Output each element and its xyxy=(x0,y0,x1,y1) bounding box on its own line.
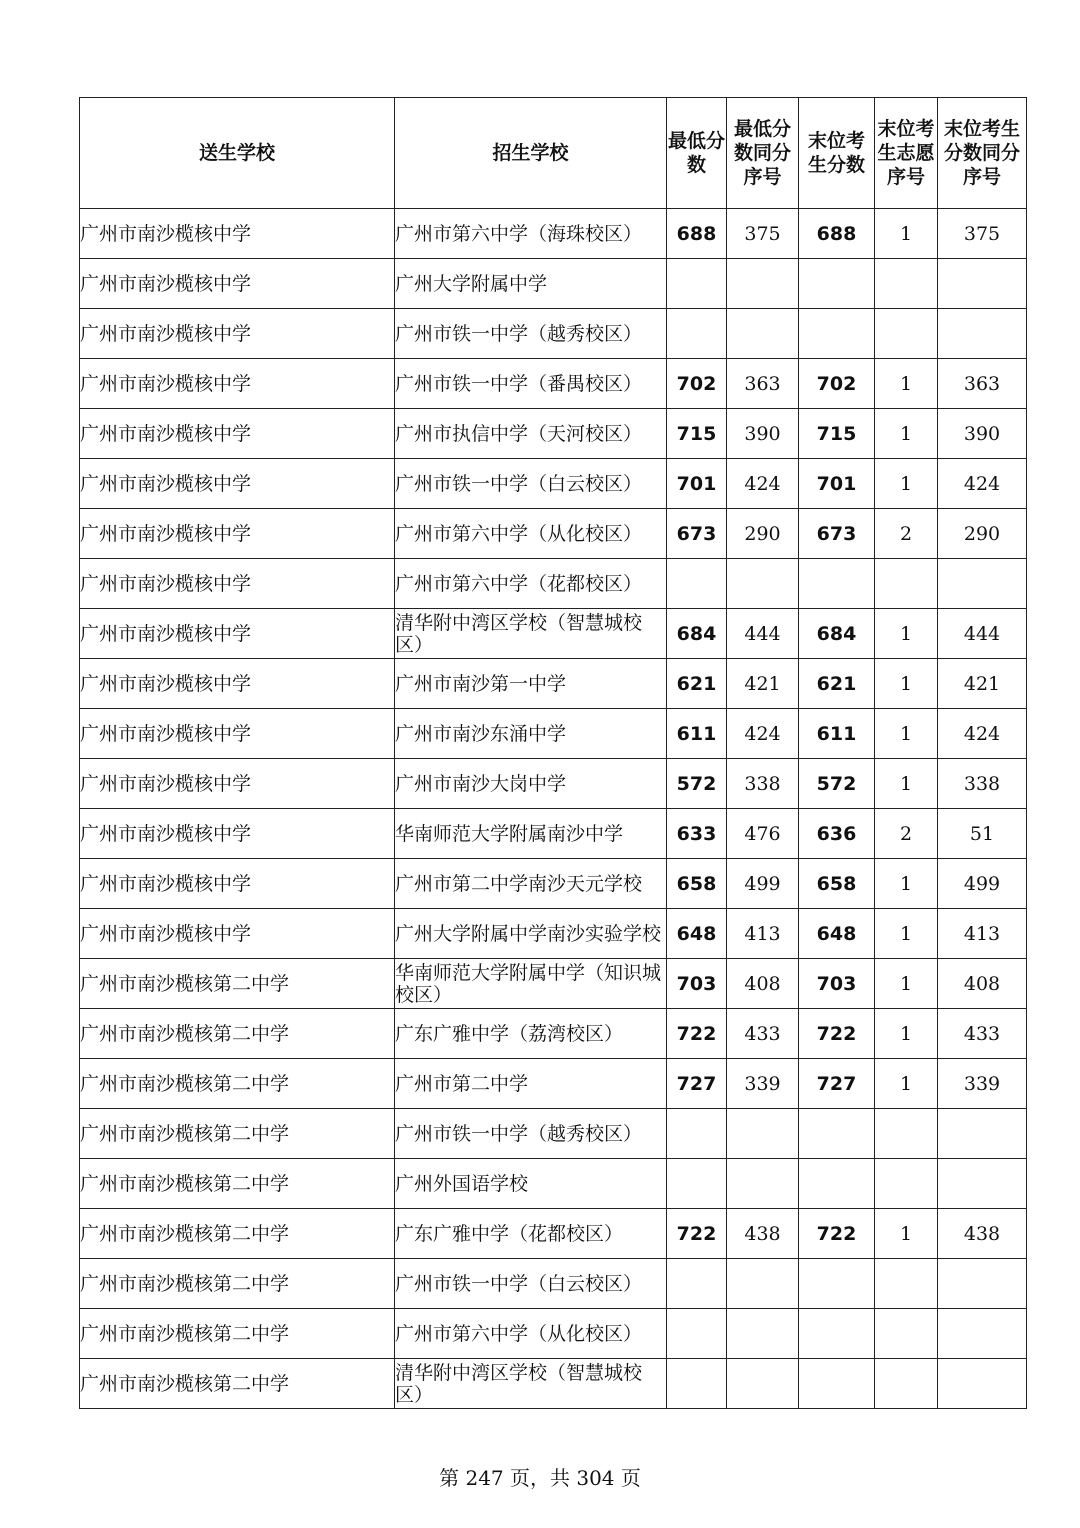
page-footer: 第 247 页，共 304 页 xyxy=(439,1466,641,1490)
min-score-cell xyxy=(667,1309,727,1359)
admitting-school-cell: 广州大学附属中学南沙实验学校 xyxy=(395,909,667,959)
last-choice-cell: 1 xyxy=(875,659,938,709)
table-row xyxy=(80,759,1027,809)
table-row xyxy=(80,709,1027,759)
last-score-rank-cell xyxy=(938,259,1027,309)
admitting-school-cell: 广东广雅中学（荔湾校区） xyxy=(395,1009,667,1059)
admitting-school-cell: 广州外国语学校 xyxy=(395,1159,667,1209)
last-score-cell: 636 xyxy=(799,809,875,859)
sending-school-cell: 广州市南沙榄核第二中学 xyxy=(80,959,395,1009)
sending-school-cell: 广州市南沙榄核第二中学 xyxy=(80,1109,395,1159)
min-score-cell: 621 xyxy=(667,659,727,709)
last-score-rank-cell: 51 xyxy=(938,809,1027,859)
min-score-rank-cell: 499 xyxy=(727,859,799,909)
min-score-cell: 722 xyxy=(667,1009,727,1059)
last-choice-cell xyxy=(875,1309,938,1359)
min-score-cell xyxy=(667,309,727,359)
table-row xyxy=(80,1059,1027,1109)
admitting-school-cell: 广州市第六中学（海珠校区） xyxy=(395,209,667,259)
min-score-rank-cell: 390 xyxy=(727,409,799,459)
admitting-school-cell: 广州市铁一中学（白云校区） xyxy=(395,459,667,509)
sending-school-cell: 广州市南沙榄核中学 xyxy=(80,259,395,309)
sending-school-cell: 广州市南沙榄核第二中学 xyxy=(80,1009,395,1059)
last-score-cell xyxy=(799,1359,875,1409)
last-choice-cell: 1 xyxy=(875,959,938,1009)
last-score-cell: 648 xyxy=(799,909,875,959)
last-score-rank-cell xyxy=(938,1109,1027,1159)
last-score-cell: 727 xyxy=(799,1059,875,1109)
last-score-cell: 722 xyxy=(799,1009,875,1059)
last-score-rank-cell: 413 xyxy=(938,909,1027,959)
min-score-cell: 701 xyxy=(667,459,727,509)
admitting-school-cell: 广州市铁一中学（番禺校区） xyxy=(395,359,667,409)
min-score-cell: 658 xyxy=(667,859,727,909)
last-score-rank-cell xyxy=(938,1259,1027,1309)
table-row xyxy=(80,1109,1027,1159)
last-choice-cell: 1 xyxy=(875,859,938,909)
sending-school-cell: 广州市南沙榄核中学 xyxy=(80,309,395,359)
min-score-cell xyxy=(667,1109,727,1159)
last-score-rank-cell: 424 xyxy=(938,459,1027,509)
admitting-school-cell: 广州市铁一中学（白云校区） xyxy=(395,1259,667,1309)
last-choice-cell xyxy=(875,1109,938,1159)
last-score-rank-cell: 438 xyxy=(938,1209,1027,1259)
last-choice-cell: 1 xyxy=(875,409,938,459)
last-score-cell xyxy=(799,309,875,359)
min-score-rank-cell xyxy=(727,1359,799,1409)
min-score-rank-cell xyxy=(727,1159,799,1209)
sending-school-cell: 广州市南沙榄核第二中学 xyxy=(80,1359,395,1409)
last-choice-cell: 2 xyxy=(875,809,938,859)
admitting-school-cell: 广州市铁一中学（越秀校区） xyxy=(395,309,667,359)
admitting-school-cell: 广州市第二中学 xyxy=(395,1059,667,1109)
last-score-cell: 611 xyxy=(799,709,875,759)
sending-school-cell: 广州市南沙榄核中学 xyxy=(80,509,395,559)
min-score-cell: 722 xyxy=(667,1209,727,1259)
last-score-rank-cell: 424 xyxy=(938,709,1027,759)
min-score-rank-cell xyxy=(727,1109,799,1159)
last-choice-cell: 1 xyxy=(875,209,938,259)
table-row xyxy=(80,609,1027,659)
min-score-rank-cell: 424 xyxy=(727,459,799,509)
admitting-school-cell: 广州市南沙东涌中学 xyxy=(395,709,667,759)
last-score-cell xyxy=(799,559,875,609)
last-score-rank-cell: 339 xyxy=(938,1059,1027,1109)
sending-school-cell: 广州市南沙榄核第二中学 xyxy=(80,1209,395,1259)
sending-school-cell: 广州市南沙榄核中学 xyxy=(80,359,395,409)
admitting-school-cell: 华南师范大学附属南沙中学 xyxy=(395,809,667,859)
sending-school-cell: 广州市南沙榄核中学 xyxy=(80,409,395,459)
min-score-cell: 633 xyxy=(667,809,727,859)
admitting-school-cell: 广东广雅中学（花都校区） xyxy=(395,1209,667,1259)
table-row xyxy=(80,959,1027,1009)
table-row xyxy=(80,909,1027,959)
last-score-cell: 688 xyxy=(799,209,875,259)
last-score-rank-cell: 421 xyxy=(938,659,1027,709)
min-score-cell: 727 xyxy=(667,1059,727,1109)
table-row xyxy=(80,259,1027,309)
last-score-cell: 658 xyxy=(799,859,875,909)
sending-school-cell: 广州市南沙榄核中学 xyxy=(80,659,395,709)
min-score-cell xyxy=(667,1359,727,1409)
min-score-rank-cell: 339 xyxy=(727,1059,799,1109)
header-admitting-school: 招生学校 xyxy=(395,98,667,209)
last-score-rank-cell: 338 xyxy=(938,759,1027,809)
min-score-rank-cell: 375 xyxy=(727,209,799,259)
table-row xyxy=(80,1359,1027,1409)
last-choice-cell xyxy=(875,309,938,359)
sending-school-cell: 广州市南沙榄核中学 xyxy=(80,209,395,259)
last-score-rank-cell: 375 xyxy=(938,209,1027,259)
last-score-cell xyxy=(799,259,875,309)
last-score-rank-cell xyxy=(938,309,1027,359)
last-score-rank-cell: 408 xyxy=(938,959,1027,1009)
min-score-rank-cell xyxy=(727,559,799,609)
min-score-rank-cell: 438 xyxy=(727,1209,799,1259)
header-min-score: 最低分数 xyxy=(667,98,727,209)
min-score-rank-cell: 413 xyxy=(727,909,799,959)
min-score-cell xyxy=(667,1259,727,1309)
min-score-rank-cell: 363 xyxy=(727,359,799,409)
sending-school-cell: 广州市南沙榄核中学 xyxy=(80,809,395,859)
min-score-cell: 715 xyxy=(667,409,727,459)
table-body xyxy=(80,209,1027,1409)
header-last-score-rank: 末位考生分数同分序号 xyxy=(938,98,1027,209)
min-score-rank-cell: 444 xyxy=(727,609,799,659)
admitting-school-cell: 广州市第六中学（从化校区） xyxy=(395,1309,667,1359)
admitting-school-cell: 广州市南沙大岗中学 xyxy=(395,759,667,809)
min-score-cell: 673 xyxy=(667,509,727,559)
last-score-cell: 701 xyxy=(799,459,875,509)
header-last-score: 末位考生分数 xyxy=(799,98,875,209)
table-row xyxy=(80,359,1027,409)
table-row xyxy=(80,809,1027,859)
last-score-rank-cell: 390 xyxy=(938,409,1027,459)
last-choice-cell: 1 xyxy=(875,909,938,959)
table-row xyxy=(80,1259,1027,1309)
min-score-rank-cell: 424 xyxy=(727,709,799,759)
admitting-school-cell: 广州市第二中学南沙天元学校 xyxy=(395,859,667,909)
last-score-rank-cell xyxy=(938,1359,1027,1409)
table-row xyxy=(80,309,1027,359)
min-score-cell: 702 xyxy=(667,359,727,409)
table-row xyxy=(80,409,1027,459)
admitting-school-cell: 广州市执信中学（天河校区） xyxy=(395,409,667,459)
table-row xyxy=(80,1159,1027,1209)
last-score-cell: 715 xyxy=(799,409,875,459)
last-score-rank-cell: 499 xyxy=(938,859,1027,909)
last-choice-cell: 1 xyxy=(875,359,938,409)
last-score-cell: 722 xyxy=(799,1209,875,1259)
last-choice-cell: 1 xyxy=(875,709,938,759)
last-score-rank-cell: 363 xyxy=(938,359,1027,409)
min-score-cell: 648 xyxy=(667,909,727,959)
min-score-rank-cell: 290 xyxy=(727,509,799,559)
last-score-rank-cell xyxy=(938,559,1027,609)
header-last-choice: 末位考生志愿序号 xyxy=(875,98,938,209)
admitting-school-cell: 广州市第六中学（花都校区） xyxy=(395,559,667,609)
min-score-cell xyxy=(667,259,727,309)
sending-school-cell: 广州市南沙榄核第二中学 xyxy=(80,1159,395,1209)
min-score-rank-cell: 476 xyxy=(727,809,799,859)
last-choice-cell: 1 xyxy=(875,1209,938,1259)
min-score-rank-cell xyxy=(727,309,799,359)
admitting-school-cell: 广州市第六中学（从化校区） xyxy=(395,509,667,559)
last-choice-cell xyxy=(875,259,938,309)
min-score-rank-cell: 421 xyxy=(727,659,799,709)
table-row xyxy=(80,459,1027,509)
last-score-cell: 621 xyxy=(799,659,875,709)
last-score-rank-cell xyxy=(938,1159,1027,1209)
min-score-cell: 684 xyxy=(667,609,727,659)
sending-school-cell: 广州市南沙榄核中学 xyxy=(80,759,395,809)
min-score-rank-cell xyxy=(727,259,799,309)
table-row xyxy=(80,1009,1027,1059)
sending-school-cell: 广州市南沙榄核中学 xyxy=(80,459,395,509)
min-score-cell xyxy=(667,1159,727,1209)
table-header-row xyxy=(80,98,1027,209)
sending-school-cell: 广州市南沙榄核中学 xyxy=(80,609,395,659)
last-score-rank-cell: 444 xyxy=(938,609,1027,659)
table-row xyxy=(80,1309,1027,1359)
min-score-cell: 688 xyxy=(667,209,727,259)
last-choice-cell xyxy=(875,1159,938,1209)
last-score-rank-cell xyxy=(938,1309,1027,1359)
table-row xyxy=(80,559,1027,609)
admitting-school-cell: 华南师范大学附属中学（知识城校区） xyxy=(395,959,667,1009)
min-score-cell: 611 xyxy=(667,709,727,759)
last-choice-cell: 1 xyxy=(875,1009,938,1059)
min-score-rank-cell: 408 xyxy=(727,959,799,1009)
sending-school-cell: 广州市南沙榄核中学 xyxy=(80,559,395,609)
last-score-rank-cell: 290 xyxy=(938,509,1027,559)
sending-school-cell: 广州市南沙榄核第二中学 xyxy=(80,1309,395,1359)
sending-school-cell: 广州市南沙榄核中学 xyxy=(80,859,395,909)
table-row xyxy=(80,1209,1027,1259)
last-score-cell xyxy=(799,1309,875,1359)
last-choice-cell xyxy=(875,1259,938,1309)
last-score-rank-cell: 433 xyxy=(938,1009,1027,1059)
sending-school-cell: 广州市南沙榄核第二中学 xyxy=(80,1059,395,1109)
min-score-cell xyxy=(667,559,727,609)
header-sending-school: 送生学校 xyxy=(80,98,395,209)
min-score-rank-cell xyxy=(727,1309,799,1359)
last-score-cell: 702 xyxy=(799,359,875,409)
last-score-cell: 572 xyxy=(799,759,875,809)
min-score-cell: 572 xyxy=(667,759,727,809)
last-score-cell xyxy=(799,1159,875,1209)
table-row xyxy=(80,859,1027,909)
min-score-rank-cell: 433 xyxy=(727,1009,799,1059)
last-choice-cell: 2 xyxy=(875,509,938,559)
last-score-cell: 684 xyxy=(799,609,875,659)
admitting-school-cell: 广州市南沙第一中学 xyxy=(395,659,667,709)
table-row xyxy=(80,659,1027,709)
admission-table xyxy=(79,97,1027,1409)
admitting-school-cell: 广州市铁一中学（越秀校区） xyxy=(395,1109,667,1159)
admitting-school-cell: 广州大学附属中学 xyxy=(395,259,667,309)
header-min-score-rank: 最低分数同分序号 xyxy=(727,98,799,209)
admitting-school-cell: 清华附中湾区学校（智慧城校区） xyxy=(395,609,667,659)
min-score-cell: 703 xyxy=(667,959,727,1009)
last-choice-cell: 1 xyxy=(875,609,938,659)
last-choice-cell xyxy=(875,1359,938,1409)
last-choice-cell xyxy=(875,559,938,609)
admitting-school-cell: 清华附中湾区学校（智慧城校区） xyxy=(395,1359,667,1409)
last-score-cell: 673 xyxy=(799,509,875,559)
table-row xyxy=(80,509,1027,559)
last-score-cell: 703 xyxy=(799,959,875,1009)
sending-school-cell: 广州市南沙榄核中学 xyxy=(80,909,395,959)
last-score-cell xyxy=(799,1259,875,1309)
last-choice-cell: 1 xyxy=(875,1059,938,1109)
last-score-cell xyxy=(799,1109,875,1159)
min-score-rank-cell xyxy=(727,1259,799,1309)
sending-school-cell: 广州市南沙榄核中学 xyxy=(80,709,395,759)
last-choice-cell: 1 xyxy=(875,459,938,509)
table-row xyxy=(80,209,1027,259)
last-choice-cell: 1 xyxy=(875,759,938,809)
min-score-rank-cell: 338 xyxy=(727,759,799,809)
sending-school-cell: 广州市南沙榄核第二中学 xyxy=(80,1259,395,1309)
